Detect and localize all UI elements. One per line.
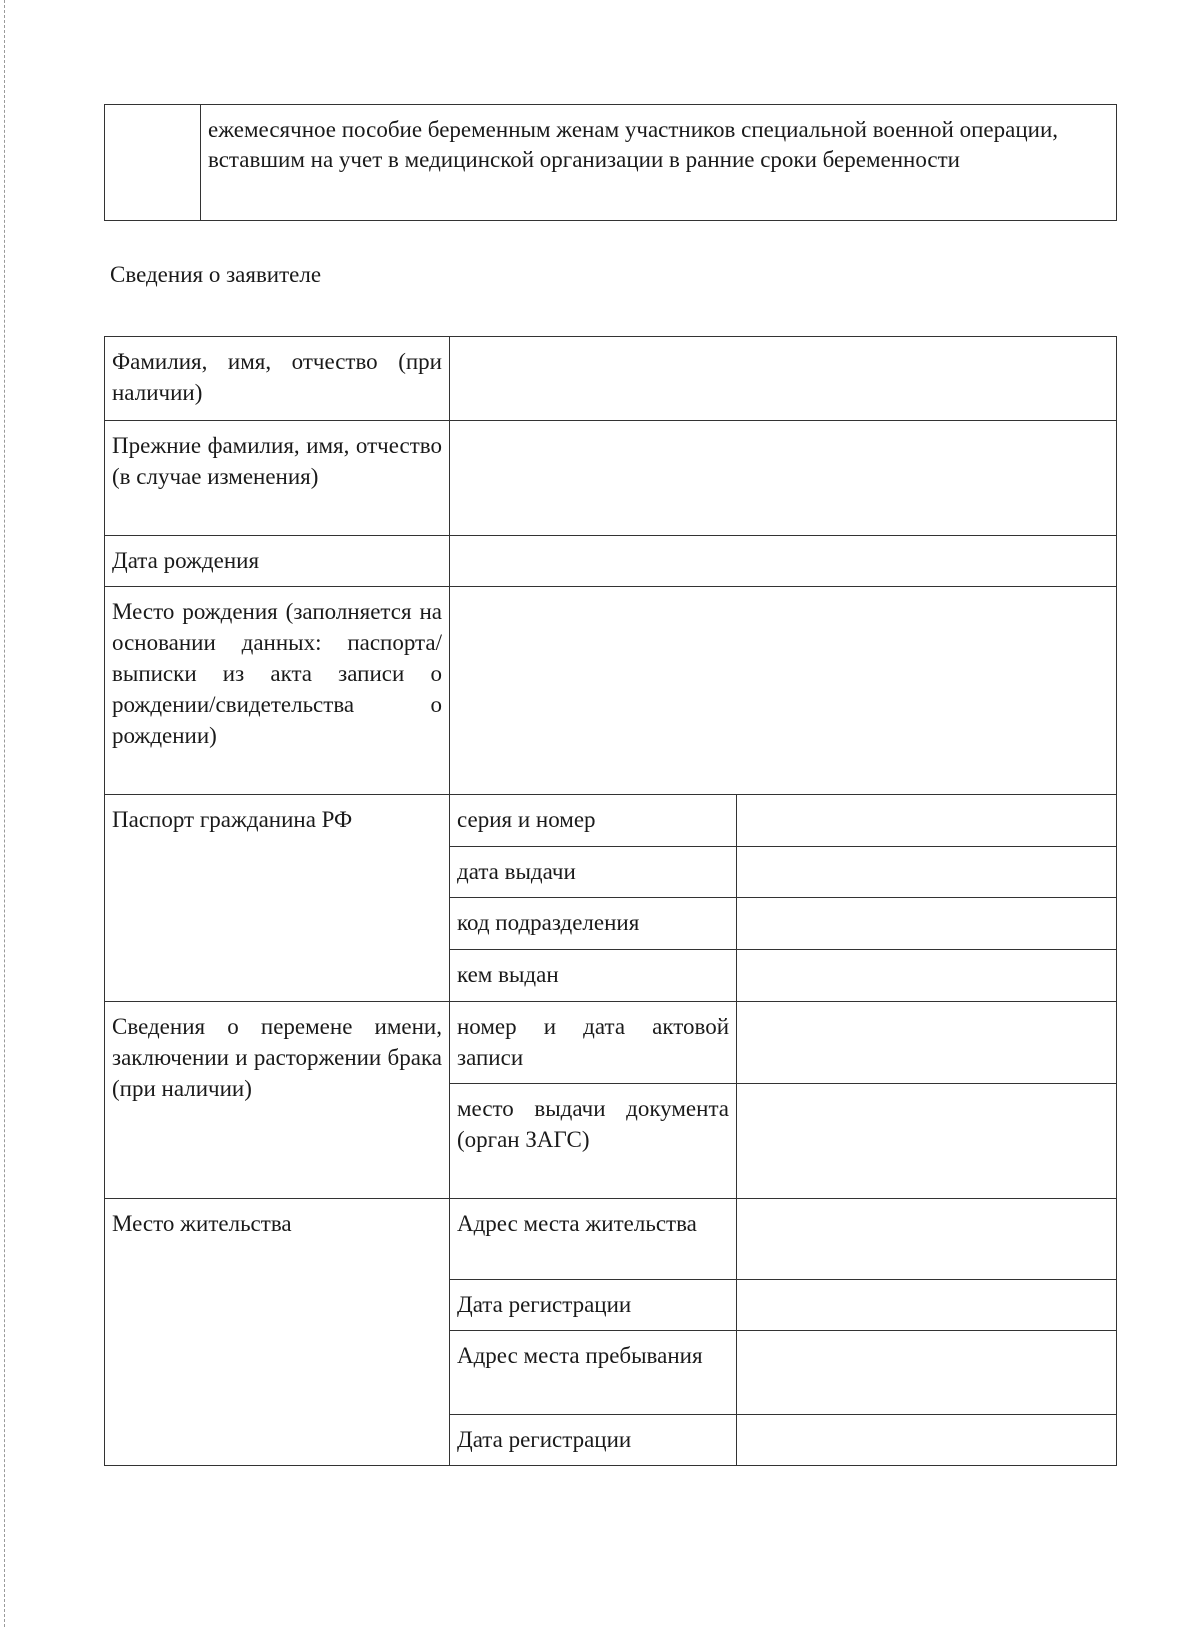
previous-name-label: Прежние фамилия, имя, отчество (в случае изменения) (105, 421, 450, 536)
stay-reg-date-label: Дата регистрации (450, 1415, 737, 1466)
birth-place-label: Место рождения (заполняется на основании данных: паспорта/выписки из акта записи о рождении/свидетельства о рождении) (105, 587, 450, 795)
section-title: Сведения о заявителе (110, 262, 322, 287)
full-name-field[interactable] (450, 337, 1117, 421)
residence-reg-date-label: Дата регистрации (450, 1280, 737, 1331)
passport-issued-by-label: кем выдан (450, 950, 737, 1002)
stay-address-field[interactable] (737, 1331, 1117, 1415)
passport-division-code-label: код подразделения (450, 898, 737, 950)
passport-series-label: серия и номер (450, 795, 737, 847)
issue-place-label: место выдачи документа (орган ЗАГС) (450, 1084, 737, 1199)
passport-series-field[interactable] (737, 795, 1117, 847)
birth-date-field[interactable] (450, 536, 1117, 587)
passport-division-code-field[interactable] (737, 898, 1117, 950)
stay-reg-date-field[interactable] (737, 1415, 1117, 1466)
row-passport-series (105, 795, 1117, 847)
residence-reg-date-field[interactable] (737, 1280, 1117, 1331)
name-change-label: Сведения о перемене имени, заключении и расторжении брака (при наличии) (105, 1002, 450, 1199)
issue-place-field[interactable] (737, 1084, 1117, 1199)
row-full-name (105, 337, 1117, 421)
birth-date-label: Дата рождения (105, 536, 450, 587)
full-name-label: Фамилия, имя, отчество (при наличии) (105, 337, 450, 421)
row-birth-date (105, 536, 1117, 587)
benefit-option-checkbox-cell[interactable] (105, 105, 201, 221)
row-birth-place (105, 587, 1117, 795)
passport-issue-date-label: дата выдачи (450, 847, 737, 898)
row-residence-address (105, 1199, 1117, 1280)
applicant-table (104, 336, 1117, 1466)
benefit-option-row (105, 105, 1117, 221)
row-record-number (105, 1002, 1117, 1084)
previous-name-field[interactable] (450, 421, 1117, 536)
record-number-date-label: номер и дата актовой записи (450, 1002, 737, 1084)
birth-place-field[interactable] (450, 587, 1117, 795)
benefit-option-table (104, 104, 1117, 221)
passport-label: Паспорт гражданина РФ (105, 795, 450, 1002)
residence-address-label: Адрес места жительства (450, 1199, 737, 1280)
residence-address-field[interactable] (737, 1199, 1117, 1280)
record-number-date-field[interactable] (737, 1002, 1117, 1084)
stay-address-label: Адрес места пребывания (450, 1331, 737, 1415)
residence-label: Место жительства (105, 1199, 450, 1466)
passport-issued-by-field[interactable] (737, 950, 1117, 1002)
scan-edge-line (4, 0, 5, 1627)
row-previous-name (105, 421, 1117, 536)
benefit-option-text: ежемесячное пособие беременным женам участников специальной военной операции, вставшим на учет в медицинской организации в ранние сроки беременности (201, 105, 1117, 221)
passport-issue-date-field[interactable] (737, 847, 1117, 898)
